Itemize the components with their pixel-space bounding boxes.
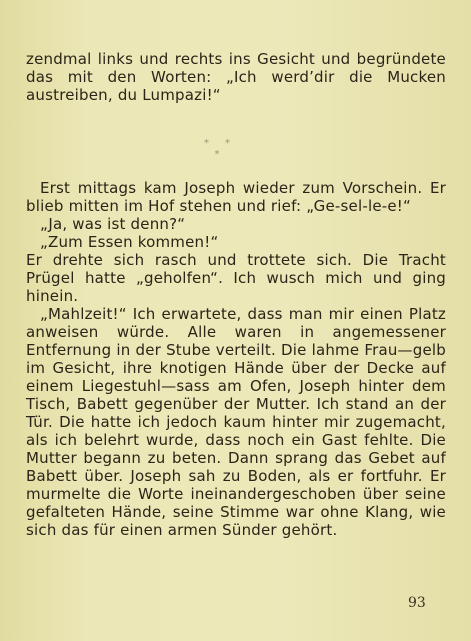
asterisk-left: *	[204, 138, 209, 149]
paragraph: Er drehte sich rasch und trottete sich. Die Tracht Prügel hatte „geholfen“. Ich wusch mich und ging hinein.	[26, 251, 446, 305]
dialogue-line: „Ja, was ist denn?“	[40, 215, 186, 233]
dialogue-line: „Zum Essen kommen!“	[40, 233, 219, 251]
paragraph: „Mahlzeit!“ Ich erwartete, dass man mir einen Platz anweisen würde. Alle waren in angemessener Entfernung in der Stube verteilt. Die lahme Frau—gelb im Gesicht, ihre knotigen Hände über der Decke auf einem Liegestuhl—sass am Ofen, Joseph hinter dem Tisch, Babett gegenüber der Mutter. Ich stand an der Tür. Die hatte ich jedoch kaum hinter mir zugemacht, als ich belehrt wurde, dass noch ein Gast fehlte. Die Mutter begann zu beten. Dann sprang das Gebet auf Babett über. Joseph sah zu Boden, als er fortfuhr. Er murmelte die Worte ineinandergeschoben über seine gefalteten Hände, seine Stimme war ohne Klang, wie sich das für einen armen Sünder gehört.	[26, 305, 446, 539]
asterisk-bottom: *	[214, 149, 220, 160]
main-text	[26, 179, 446, 539]
asterisk-right: *	[225, 138, 230, 149]
page-number: 93	[408, 595, 426, 611]
paragraph: Erst mittags kam Joseph wieder zum Vorschein. Er blieb mitten im Hof stehen und rief: „Ge-sel-le-e!“	[26, 179, 446, 215]
section-break-ornament	[192, 138, 242, 160]
paragraph-opening: zendmal links und rechts ins Gesicht und begründete das mit den Worten: „Ich werd’dir die Mucken austreiben, du Lumpazi!“	[26, 50, 446, 104]
